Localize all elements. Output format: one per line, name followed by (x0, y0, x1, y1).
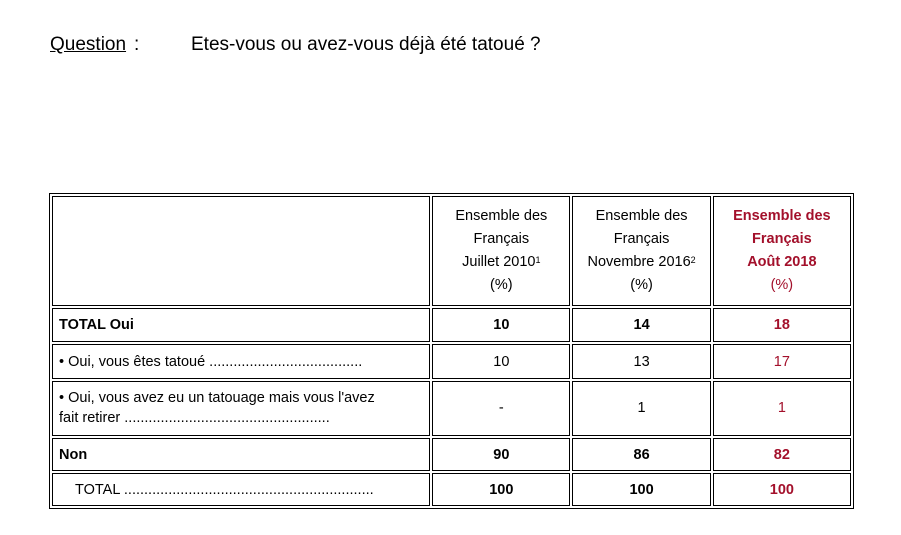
value-2016: 14 (572, 308, 710, 343)
value-2010: 100 (432, 473, 570, 506)
question-text: Etes-vous ou avez-vous déjà été tatoué ? (191, 34, 541, 55)
value-2016: 100 (572, 473, 710, 506)
results-table (49, 193, 854, 509)
table-row-retire (52, 381, 851, 436)
column-header-date: Août 2018 (747, 253, 817, 270)
row-label: TOTAL Oui (52, 308, 430, 343)
value-2018: 1 (713, 381, 851, 436)
value-2010: 90 (432, 438, 570, 472)
column-header-unit: (%) (770, 276, 794, 293)
column-header-date: Juillet 2010 (462, 253, 536, 270)
value-2018: 17 (713, 344, 851, 379)
table-row-total (52, 473, 851, 506)
row-label-line2: fait retirer ................................................... (59, 410, 330, 427)
row-label-line1: • Oui, vous avez eu un tatouage mais vous l'avez (59, 390, 375, 407)
column-header-2018 (713, 196, 851, 306)
value-2018: 82 (713, 438, 851, 472)
question-label: Question (50, 34, 127, 55)
value-2016: 13 (572, 344, 710, 379)
table-row-total-oui (52, 308, 851, 343)
header-row (52, 196, 851, 306)
value-2010: 10 (432, 308, 570, 343)
value-2018: 100 (713, 473, 851, 506)
value-2010: - (432, 381, 570, 436)
column-header-2010 (432, 196, 570, 306)
row-label: Non (52, 438, 430, 472)
column-header-line1: Ensemble des (595, 207, 688, 224)
footnote-marker: 1 (535, 254, 541, 265)
row-label: • Oui, vous êtes tatoué ...................................... (52, 344, 430, 379)
value-2016: 86 (572, 438, 710, 472)
question-header (50, 34, 541, 56)
column-header-unit: (%) (490, 276, 513, 293)
column-header-line2: Français (613, 230, 670, 247)
footnote-marker: 2 (690, 254, 696, 265)
column-header-unit: (%) (630, 276, 653, 293)
row-label: TOTAL .............................................................. (52, 473, 430, 506)
column-header-line2: Français (473, 230, 530, 247)
value-2010: 10 (432, 344, 570, 379)
value-2018: 18 (713, 308, 851, 343)
column-header-2016 (572, 196, 710, 306)
column-header-date: Novembre 2016 (587, 253, 691, 270)
value-2016: 1 (572, 381, 710, 436)
row-label (52, 381, 430, 436)
column-header-line1: Ensemble des (733, 207, 831, 224)
header-blank-cell (52, 196, 430, 306)
column-header-line1: Ensemble des (455, 207, 548, 224)
table-row-non (52, 438, 851, 472)
question-colon: : (134, 34, 140, 55)
table-row-tatoue (52, 344, 851, 379)
column-header-line2: Français (752, 230, 812, 247)
